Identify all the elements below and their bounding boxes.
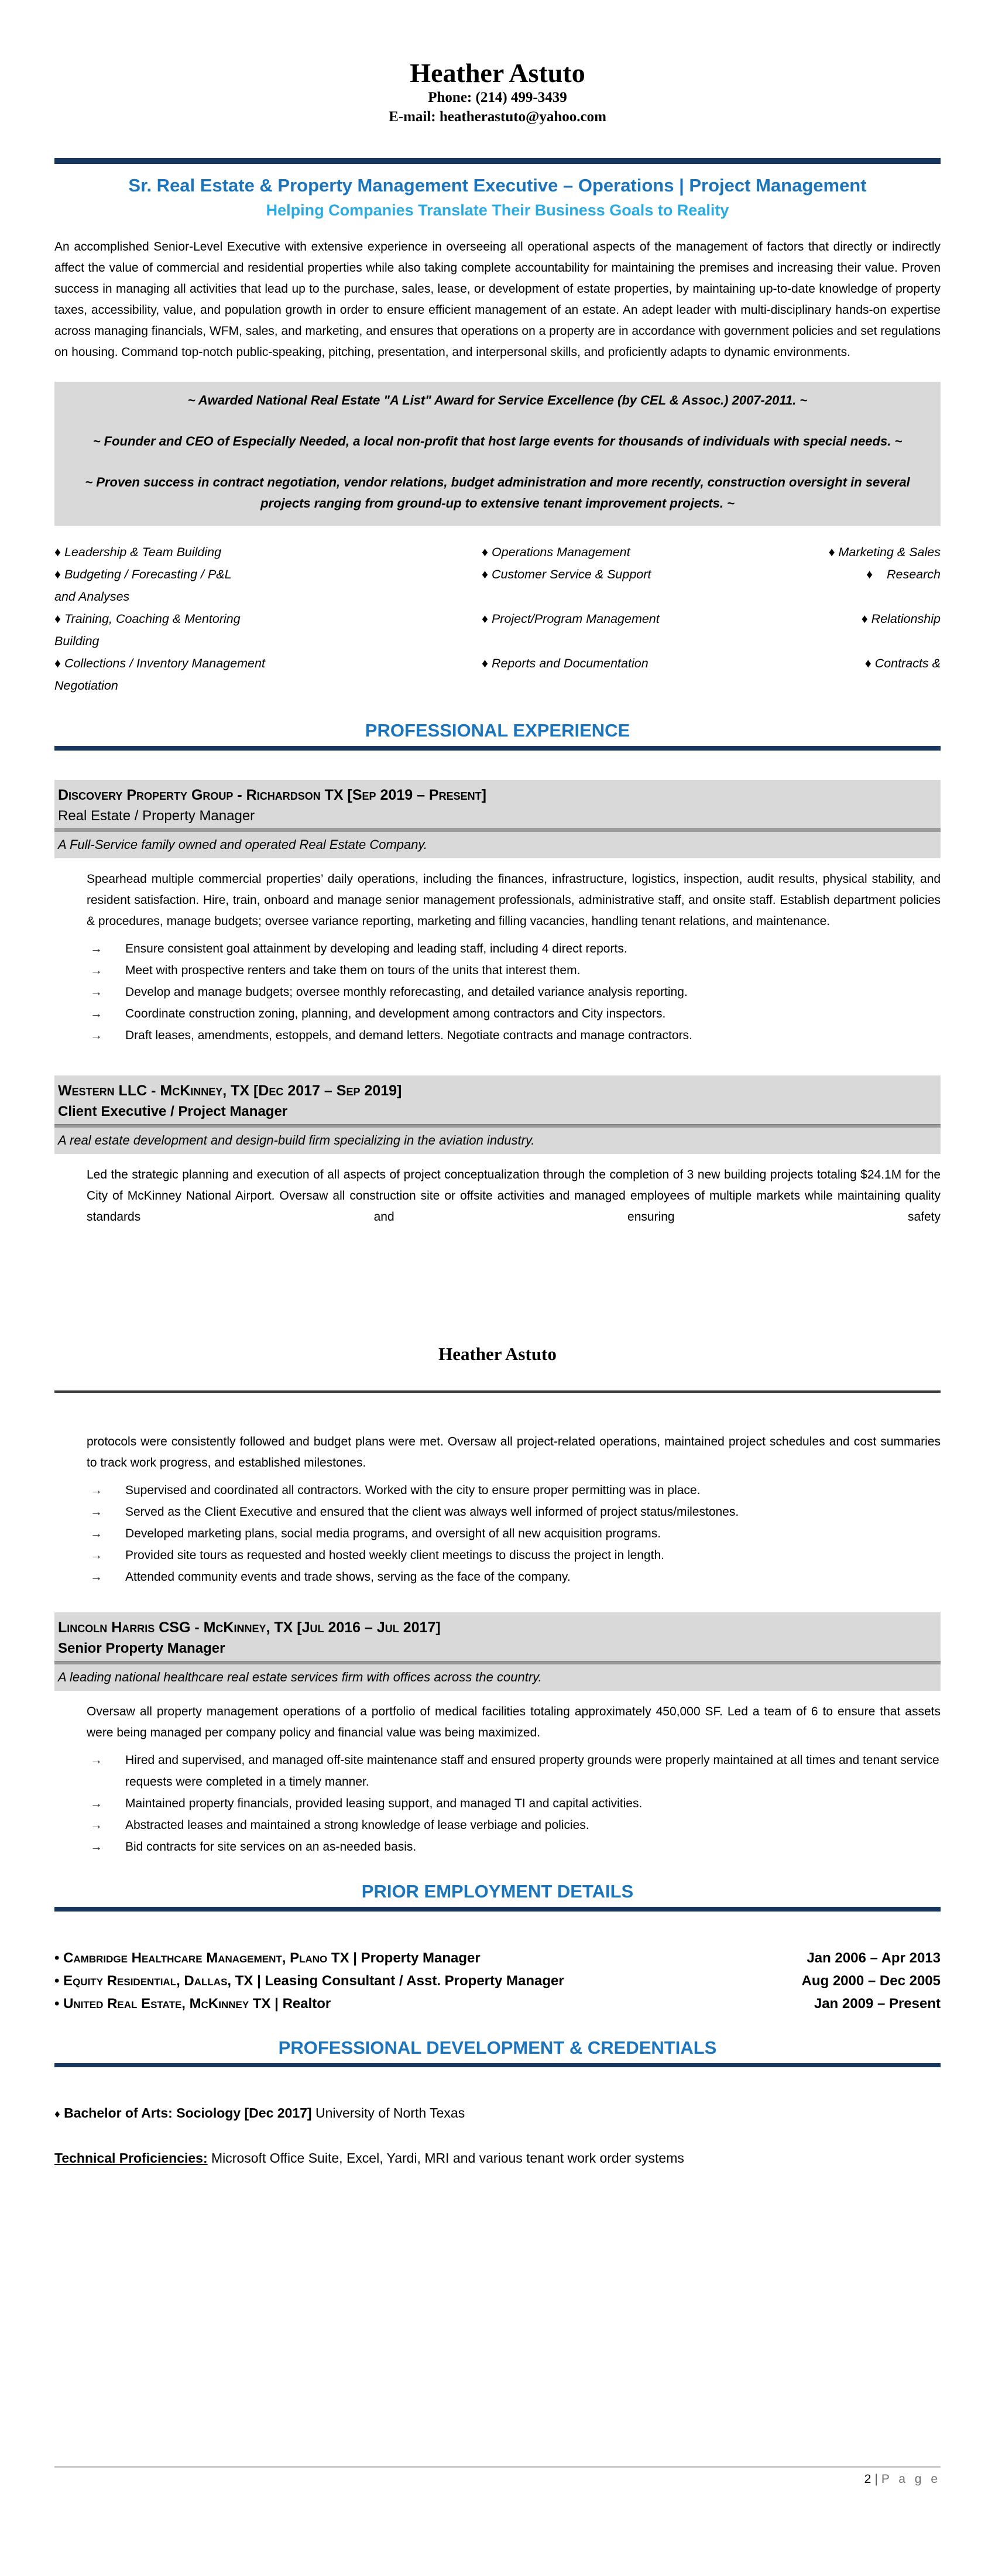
summary-paragraph: An accomplished Senior-Level Executive with extensive experience in overseeing all operational aspects of the management of factors that directly or indirectly affect the value of commercial and residential properties while also taking complete accountability for maintaining the premises and increasing their value. Proven success in managing all activities that lead up to the purchase, sales, lease, or development of estate properties, by maintaining up-to-date knowledge of property taxes, accessibility, value, and population growth in order to ensure efficient management of an estate. An adept leader with multi-disciplinary hands-on expertise across managing financials, WFM, sales, and marketing, and ensures that operations on a property are in accordance with government policies and set regulations on housing. Command top-notch public-speaking, pitching, presentation, and interpersonal skills, and proficiently adapts to dynamic environments. xyxy=(54,240,941,359)
footer-page-label: P a g e xyxy=(881,2472,941,2486)
arrow-icon: → xyxy=(90,964,102,977)
job1-bullets xyxy=(87,938,941,1046)
phone-line: Phone: (214) 499-3439 xyxy=(428,90,567,105)
job2-company: Western LLC - McKinney, TX [Dec 2017 – Sep 2019] xyxy=(58,1083,402,1099)
footer-page-indicator xyxy=(54,2472,941,2486)
job2-paragraph-page2: protocols were consistently followed and budget plans were met. Oversaw all project-related operations, maintained project schedules and cost summaries to track work progress, and established milestones. xyxy=(87,1435,941,1469)
page-footer xyxy=(54,2466,941,2486)
job2-body xyxy=(54,1164,941,1228)
dot-bullet-icon: • xyxy=(54,1950,60,1966)
prior-company: United Real Estate, McKinney TX xyxy=(63,1996,271,2012)
arrow-icon: → xyxy=(90,1505,102,1519)
job2-body-continued xyxy=(54,1431,941,1588)
job2-role: Client Executive / Project Manager xyxy=(58,1104,288,1119)
job2-paragraph-page1: Led the strategic planning and execution of all aspects of project conceptualization through the completion of 3 new building projects totaling $24.1M for the City of McKinney National Airport. Oversaw all construction site or offsite activities and managed employees of multiple markets while maintaining quality standards and ensuring safety xyxy=(87,1168,941,1224)
prior-company: Cambridge Healthcare Management, Plano TX xyxy=(63,1950,349,1966)
footer-page-number: 2 xyxy=(864,2472,872,2486)
prior-dates: Jan 2009 – Present xyxy=(814,1996,941,2012)
job1-blurb: A Full-Service family owned and operated Real Estate Company. xyxy=(58,837,427,852)
degree-school: University of North Texas xyxy=(311,2105,465,2121)
prior-employment-row xyxy=(54,1992,941,2015)
footer-rule xyxy=(54,2466,941,2468)
job1-body xyxy=(54,869,941,1046)
skill-item: ♦ Contracts & xyxy=(864,656,941,670)
job2-header xyxy=(54,1075,941,1154)
resume-tagline: Helping Companies Translate Their Business Goals to Reality xyxy=(266,201,729,219)
job3-paragraph: Oversaw all property management operations of a portfolio of medical facilities totaling approximately 450,000 SF. Led a team of 6 to ensure that assets were being managed per company policy and financial value was being maximized. xyxy=(87,1705,941,1739)
prior-company: Equity Residential, Dallas, TX xyxy=(63,1973,253,1989)
arrow-icon: → xyxy=(90,1007,102,1020)
header-divider-rule xyxy=(54,158,941,164)
arrow-icon: → xyxy=(90,1484,102,1497)
job1-role: Real Estate / Property Manager xyxy=(58,808,255,824)
prior-role: Realtor xyxy=(282,1996,331,2012)
bullet-item: → Developed marketing plans, social media programs, and oversight of all new acquisition programs. xyxy=(87,1523,941,1544)
technical-proficiencies-label: Technical Proficiencies: xyxy=(54,2150,208,2166)
highlight-founder: ~ Founder and CEO of Especially Needed, a local non-profit that host large events for thousands of individuals with special needs. ~ xyxy=(92,434,903,448)
job3-company: Lincoln Harris CSG - McKinney, TX [Jul 2016 – Jul 2017] xyxy=(58,1619,441,1636)
skill-item: ♦ Customer Service & Support xyxy=(482,567,651,581)
section-rule xyxy=(54,1907,941,1912)
footer-separator: | xyxy=(874,2472,878,2486)
arrow-icon: → xyxy=(90,1797,102,1810)
resume-title: Sr. Real Estate & Property Management Executive – Operations | Project Management xyxy=(128,175,867,196)
person-name: Heather Astuto xyxy=(410,58,585,88)
bullet-item: → Abstracted leases and maintained a strong knowledge of lease verbiage and policies. xyxy=(87,1814,941,1836)
bullet-item: → Draft leases, amendments, estoppels, and demand letters. Negotiate contracts and manage contractors. xyxy=(87,1025,941,1046)
prior-role: Leasing Consultant / Asst. Property Manager xyxy=(265,1973,564,1989)
bullet-item: → Supervised and coordinated all contractors. Worked with the city to ensure proper permitting was in place. xyxy=(87,1479,941,1501)
arrow-icon: → xyxy=(90,942,102,955)
page2-divider-rule xyxy=(54,1390,941,1393)
highlight-success: ~ Proven success in contract negotiation, vendor relations, budget administration and more recently, construction oversight in several projects ranging from ground-up to extensive tenant improvement projects. ~ xyxy=(85,475,910,511)
section-heading-experience: PROFESSIONAL EXPERIENCE xyxy=(365,720,630,741)
arrow-icon: → xyxy=(90,1818,102,1832)
job3-bullets xyxy=(87,1749,941,1858)
job1-header xyxy=(54,780,941,858)
highlights-box xyxy=(54,382,941,526)
prior-employment-list xyxy=(54,1947,941,2015)
skills-section xyxy=(54,541,941,697)
section-heading-development: PROFESSIONAL DEVELOPMENT & CREDENTIALS xyxy=(278,2037,717,2058)
job2-bullets xyxy=(87,1479,941,1588)
job3-body xyxy=(54,1701,941,1858)
bullet-item: → Meet with prospective renters and take them on tours of the units that interest them. xyxy=(87,960,941,981)
skill-item-wrap: and Analyses xyxy=(54,590,130,604)
section-rule xyxy=(54,2063,941,2067)
prior-separator: | xyxy=(349,1950,361,1966)
skill-item: ♦ Research xyxy=(866,567,941,581)
bullet-item: → Hired and supervised, and managed off-site maintenance staff and ensured property grounds were properly maintained at all times and tenant service requests were completed in a timely manner. xyxy=(87,1749,941,1793)
page2-person-name: Heather Astuto xyxy=(438,1344,557,1364)
arrow-icon: → xyxy=(90,1570,102,1584)
skill-item: ♦ Reports and Documentation xyxy=(482,656,649,670)
job3-header xyxy=(54,1612,941,1691)
bullet-item: → Served as the Client Executive and ensured that the client was always well informed of project status/milestones. xyxy=(87,1501,941,1523)
degree-title: Bachelor of Arts: Sociology [Dec 2017] xyxy=(64,2105,312,2121)
prior-dates: Jan 2006 – Apr 2013 xyxy=(807,1950,941,1966)
job1-paragraph: Spearhead multiple commercial properties’ daily operations, including the finances, infrastructure, logistics, inspection, audit results, physical stability, and resident satisfaction. Hire, train, onboard and manage senior management professionals, administrative staff, and onsite staff. Establish department policies & procedures, manage budgets; oversee variance reporting, marketing and filling vacancies, handling tenant relations, and maintenance. xyxy=(87,872,941,928)
job1-company: Discovery Property Group - Richardson TX [Sep 2019 – Present] xyxy=(58,787,486,803)
bullet-item: → Attended community events and trade shows, serving as the face of the company. xyxy=(87,1566,941,1588)
arrow-icon: → xyxy=(90,1549,102,1562)
dot-bullet-icon: • xyxy=(54,1973,60,1989)
job2-blurb: A real estate development and design-build firm specializing in the aviation industry. xyxy=(58,1133,535,1147)
arrow-icon: → xyxy=(90,1029,102,1042)
bullet-item: → Develop and manage budgets; oversee monthly reforecasting, and detailed variance analysis reporting. xyxy=(87,981,941,1003)
prior-employment-row xyxy=(54,1947,941,1969)
section-rule xyxy=(54,746,941,751)
arrow-icon: → xyxy=(90,985,102,999)
diamond-bullet-icon: ♦ xyxy=(54,2108,60,2121)
dot-bullet-icon: • xyxy=(54,1996,60,2012)
skill-item: ♦ Training, Coaching & Mentoring xyxy=(54,612,241,626)
skill-item: ♦ Marketing & Sales xyxy=(828,545,941,559)
skill-item: ♦ Leadership & Team Building xyxy=(54,545,222,559)
technical-proficiencies-text: Microsoft Office Suite, Excel, Yardi, MRI and various tenant work order systems xyxy=(207,2150,684,2166)
bullet-item: → Coordinate construction zoning, planning, and development among contractors and City inspectors. xyxy=(87,1003,941,1025)
section-heading-prior: PRIOR EMPLOYMENT DETAILS xyxy=(361,1881,634,1902)
email-line: E-mail: heatherastuto@yahoo.com xyxy=(389,109,606,125)
skill-item: ♦ Operations Management xyxy=(482,545,630,559)
prior-separator: | xyxy=(253,1973,265,1989)
skills-row xyxy=(54,652,941,674)
bullet-item: → Ensure consistent goal attainment by developing and leading staff, including 4 direct reports. xyxy=(87,938,941,960)
skill-item: ♦ Relationship xyxy=(861,612,941,626)
technical-proficiencies-line xyxy=(54,2149,941,2167)
prior-separator: | xyxy=(270,1996,283,2012)
prior-employment-row xyxy=(54,1969,941,1992)
prior-role: Property Manager xyxy=(361,1950,481,1966)
bullet-item: → Bid contracts for site services on an as-needed basis. xyxy=(87,1836,941,1858)
arrow-icon: → xyxy=(90,1753,102,1767)
arrow-icon: → xyxy=(90,1840,102,1854)
skills-row xyxy=(54,608,941,630)
bullet-item: → Maintained property financials, provided leasing support, and managed TI and capital activities. xyxy=(87,1793,941,1814)
skills-row xyxy=(54,541,941,563)
highlight-award: ~ Awarded National Real Estate "A List" Award for Service Excellence (by CEL & Assoc.) 2007-2011. ~ xyxy=(187,393,808,407)
job3-blurb: A leading national healthcare real estate services firm with offices across the country. xyxy=(58,1670,542,1684)
degree-line xyxy=(54,2104,941,2124)
bullet-item: → Provided site tours as requested and hosted weekly client meetings to discuss the project in length. xyxy=(87,1544,941,1566)
arrow-icon: → xyxy=(90,1527,102,1540)
skills-row xyxy=(54,563,941,585)
skill-item: ♦ Budgeting / Forecasting / P&L xyxy=(54,567,232,581)
prior-dates: Aug 2000 – Dec 2005 xyxy=(801,1973,941,1989)
skill-item: ♦ Collections / Inventory Management xyxy=(54,656,265,670)
job3-role: Senior Property Manager xyxy=(58,1640,225,1656)
skill-item: ♦ Project/Program Management xyxy=(482,612,660,626)
skill-item-wrap: Building xyxy=(54,634,100,648)
contact-header xyxy=(54,0,941,126)
skill-item-wrap: Negotiation xyxy=(54,679,118,693)
